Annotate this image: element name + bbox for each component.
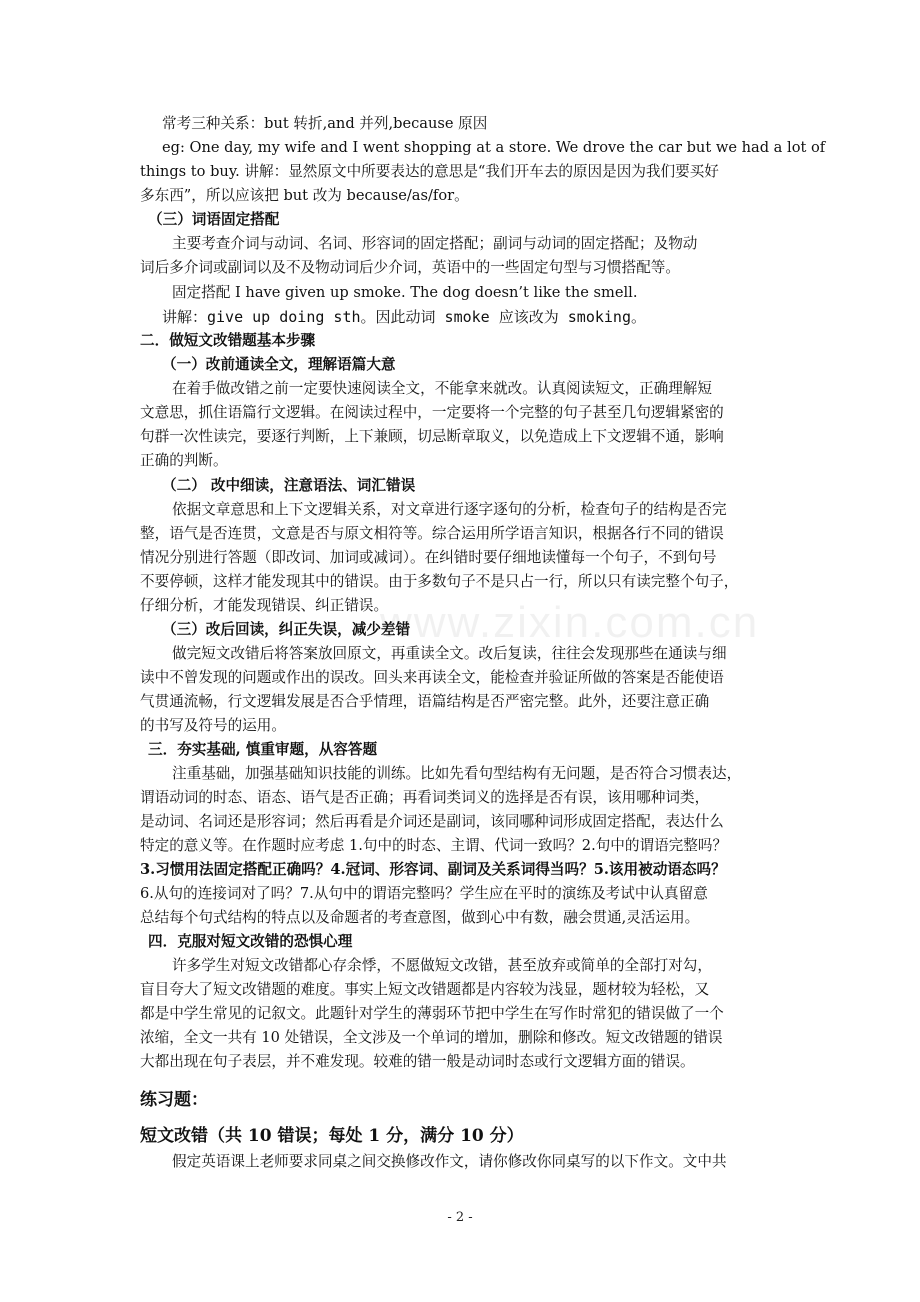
text-line: 句群一次性读完，要逐行判断，上下兼顾，切忌断章取义，以免造成上下文逻辑不通，影响 [140, 428, 724, 445]
exercise-heading: 练习题： [140, 1090, 208, 1110]
text-line: 情况分别进行答题（即改词、加词或减词）。在纠错时要仔细地读懂每一个句子，不到句号 [140, 549, 717, 566]
text-line: 大都出现在句子表层，并不难发现。较难的错一般是动词时态或行文逻辑方面的错误。 [140, 1053, 695, 1070]
section-heading: 二．做短文改错题基本步骤 [140, 332, 316, 349]
text-line: 气贯通流畅，行文逻辑发展是否合乎情理，语篇结构是否严密完整。此外，还要注意正确 [140, 693, 710, 710]
watermark: www.zixin.com.cn [380, 598, 760, 647]
text-line: 许多学生对短文改错都心存余悸，不愿做短文改错，甚至放弃或简单的全部打对勾， [172, 957, 712, 974]
text-line: 常考三种关系：but 转折,and 并列,because 原因 [162, 115, 488, 132]
text-line: 盲目夸大了短文改错题的难度。事实上短文改错题都是内容较为浅显，题材较为轻松，又 [140, 981, 710, 998]
text-line: 主要考查介词与动词、名词、形容词的固定搭配；副词与动词的固定搭配；及物动 [172, 235, 698, 252]
text-line: things to buy. 讲解：显然原文中所要表达的意思是“我们开车去的原因是因为我们要买好 [140, 163, 719, 180]
text-line: eg: One day, my wife and I went shopping at a store. We drove the car but we had a lot of [162, 139, 826, 156]
subsection-heading: （三）改后回读，纠正失误，减少差错 [162, 621, 411, 638]
text-line: 文意思，抓住语篇行文逻辑。在阅读过程中，一定要将一个完整的句子甚至几句逻辑紧密的 [140, 404, 724, 421]
text-line: 浓缩，全文一共有 10 处错误，全文涉及一个单词的增加，删除和修改。短文改错题的错误 [140, 1029, 723, 1046]
page-number: - 2 - [447, 1210, 473, 1225]
section-heading: 四．克服对短文改错的恐惧心理 [148, 933, 353, 950]
text-line: 依据文章意思和上下文逻辑关系，对文章进行逐字逐句的分析，检查句子的结构是否完 [172, 501, 727, 518]
text-line: 是动词、名词还是形容词；然后再看是介词还是副词，该同哪种词形成固定搭配，表达什么 [140, 813, 724, 830]
section-heading: （三）词语固定搭配 [148, 211, 280, 228]
section-heading: 三．夯实基础, 慎重审题，从容答题 [148, 741, 378, 758]
subsection-heading: （一）改前通读全文，理解语篇大意 [162, 356, 396, 373]
text-line: 3.习惯用法固定搭配正确吗？4.冠词、形容词、副词及关系词得当吗？5.该用被动语态吗？ [140, 861, 726, 878]
text-line: 谓语动词的时态、语态、语气是否正确；再看词类词义的选择是否有误，该用哪种词类， [140, 789, 710, 806]
text-line: 固定搭配 I have given up smoke. The dog doesn’t like the smell. [172, 284, 638, 301]
text-line: 正确的判断。 [140, 452, 228, 469]
text-line: 多东西”，所以应该把 but 改为 because/as/for。 [140, 187, 469, 204]
text-line: 词后多介词或副词以及不及物动词后少介词，英语中的一些固定句型与习惯搭配等。 [140, 259, 680, 276]
text-line: 讲解：give up doing sth。因此动词 smoke 应该改为 smoking。 [162, 308, 646, 326]
text-line: 6.从句的连接词对了吗？7.从句中的谓语完整吗？学生应在平时的演练及考试中认真留意 [140, 885, 708, 902]
exercise-title: 短文改错（共 10 错误；每处 1 分，满分 10 分） [140, 1126, 524, 1146]
text-line: 在着手做改错之前一定要快速阅读全文，不能拿来就改。认真阅读短文，正确理解短 [172, 380, 712, 397]
text-line: 不要停顿，这样才能发现其中的错误。由于多数句子不是只占一行，所以只有读完整个句子， [140, 573, 739, 590]
text-line: 做完短文改错后将答案放回原文，再重读全文。改后复读，往往会发现那些在通读与细 [172, 645, 727, 662]
text-line: 特定的意义等。在作题时应考虑 1.句中的时态、主谓、代词一致吗？2.句中的谓语完整吗？ [140, 837, 728, 854]
text-line: 都是中学生常见的记叙文。此题针对学生的薄弱环节把中学生在写作时常犯的错误做了一个 [140, 1005, 724, 1022]
text-line: 的书写及符号的运用。 [140, 717, 286, 734]
text-line: 仔细分析，才能发现错误、纠正错误。 [140, 597, 389, 614]
text-line: 假定英语课上老师要求同桌之间交换修改作文，请你修改你同桌写的以下作文。文中共 [172, 1153, 727, 1170]
text-line: 读中不曾发现的问题或作出的误改。回头来再读全文，能检查并验证所做的答案是否能使语 [140, 669, 724, 686]
text-line: 总结每个句式结构的特点以及命题者的考查意图，做到心中有数，融会贯通,灵活运用。 [140, 909, 700, 926]
subsection-heading: （二） 改中细读，注意语法、词汇错误 [162, 477, 416, 494]
text-line: 注重基础，加强基础知识技能的训练。比如先看句型结构有无问题，是否符合习惯表达， [172, 765, 742, 782]
text-line: 整，语气是否连贯，文意是否与原文相符等。综合运用所学语言知识，根据各行不同的错误 [140, 525, 724, 542]
